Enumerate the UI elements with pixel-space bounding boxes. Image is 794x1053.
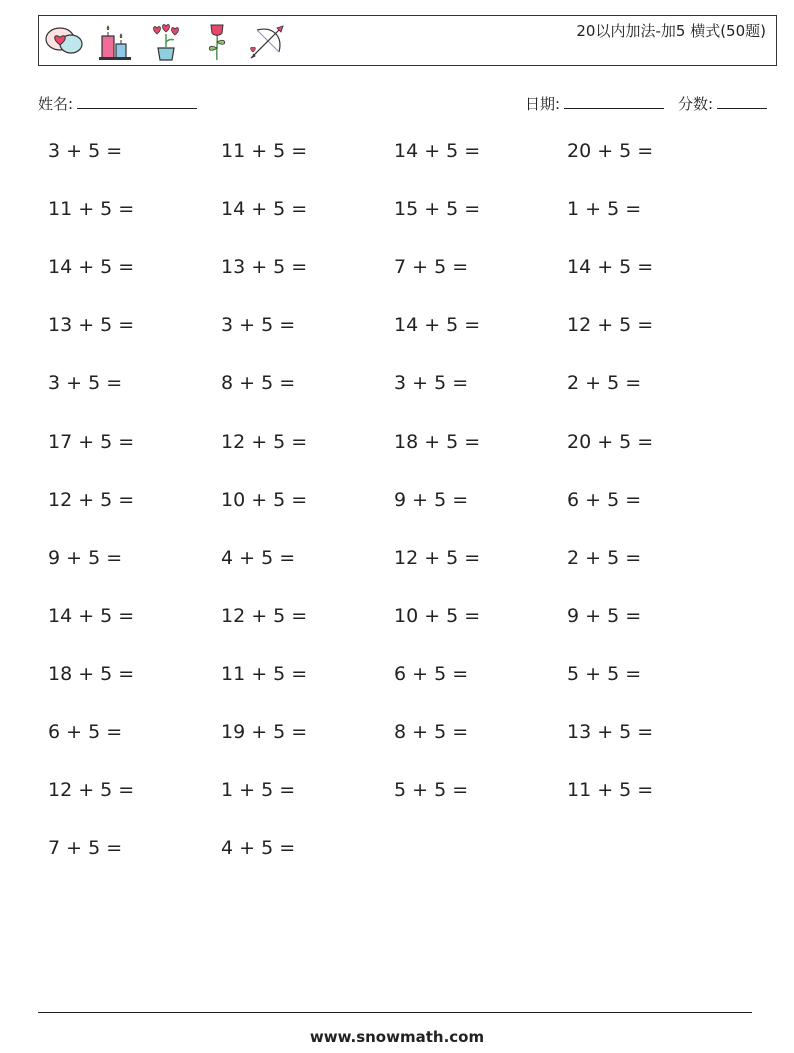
problem-item: 6 + 5 = [48,721,123,743]
problem-item: 17 + 5 = [48,430,135,453]
problem-item: 5 + 5 = [394,779,469,802]
problem-item: 2 + 5 = [567,372,642,395]
problem-item: 14 + 5 = [394,140,481,162]
problem-item: 10 + 5 = [221,488,308,511]
problem-item: 20 + 5 = [567,140,654,162]
speech-bubbles-heart-icon [43,20,85,62]
problem-item: 3 + 5 = [48,140,123,162]
problem-item: 11 + 5 = [567,779,654,802]
cupid-bow-arrow-icon [247,20,289,62]
problem-item: 12 + 5 = [567,314,654,337]
worksheet-title: 20以内加法-加5 横式(50题) [576,22,766,40]
problem-item: 15 + 5 = [394,198,481,221]
name-blank-line[interactable] [77,94,197,109]
score-label: 分数: [678,95,714,113]
problem-item: 11 + 5 = [48,198,135,221]
problem-item: 9 + 5 = [48,546,123,569]
score-blank-line[interactable] [717,94,767,109]
date-blank-line[interactable] [564,94,664,109]
problem-item: 5 + 5 = [567,662,642,685]
problem-item: 13 + 5 = [221,256,308,279]
problem-item: 6 + 5 = [567,488,642,511]
problem-item: 14 + 5 = [394,314,481,337]
footer-divider [38,1012,752,1013]
problem-item: 12 + 5 = [221,430,308,453]
score-field [678,93,767,114]
name-label: 姓名: [38,95,74,113]
header-icons [43,20,289,62]
candles-icon [94,20,136,62]
problem-item: 9 + 5 = [394,488,469,511]
heart-plant-pot-icon [145,20,187,62]
problem-item: 1 + 5 = [567,198,642,221]
problem-item: 1 + 5 = [221,779,296,802]
problem-item: 9 + 5 = [567,604,642,627]
problem-item: 14 + 5 = [48,256,135,279]
problem-item: 18 + 5 = [394,430,481,453]
date-label: 日期: [525,95,561,113]
problem-item: 8 + 5 = [394,721,469,743]
problem-item: 12 + 5 = [48,779,135,802]
rose-icon [196,20,238,62]
problem-item: 19 + 5 = [221,721,308,743]
problem-item: 10 + 5 = [394,604,481,627]
header-box [38,15,777,66]
footer-website: www.snowmath.com [309,1028,485,1046]
problem-item: 12 + 5 = [48,488,135,511]
problem-item: 14 + 5 = [567,256,654,279]
problem-item: 12 + 5 = [394,546,481,569]
problem-item: 7 + 5 = [48,837,123,860]
problem-item: 18 + 5 = [48,662,135,685]
problem-item: 13 + 5 = [48,314,135,337]
problem-item: 6 + 5 = [394,662,469,685]
problem-item: 4 + 5 = [221,837,296,860]
problem-item: 11 + 5 = [221,662,308,685]
problem-item: 2 + 5 = [567,546,642,569]
problem-item: 3 + 5 = [221,314,296,337]
date-field [525,93,664,114]
problem-item: 14 + 5 = [48,604,135,627]
problem-item: 4 + 5 = [221,546,296,569]
problem-item: 3 + 5 = [394,372,469,395]
problem-item: 20 + 5 = [567,430,654,453]
problem-item: 7 + 5 = [394,256,469,279]
problem-item: 14 + 5 = [221,198,308,221]
name-field [38,93,197,114]
problem-item: 12 + 5 = [221,604,308,627]
problem-item: 8 + 5 = [221,372,296,395]
problem-item: 11 + 5 = [221,140,308,162]
problem-item: 13 + 5 = [567,721,654,743]
problem-item: 3 + 5 = [48,372,123,395]
